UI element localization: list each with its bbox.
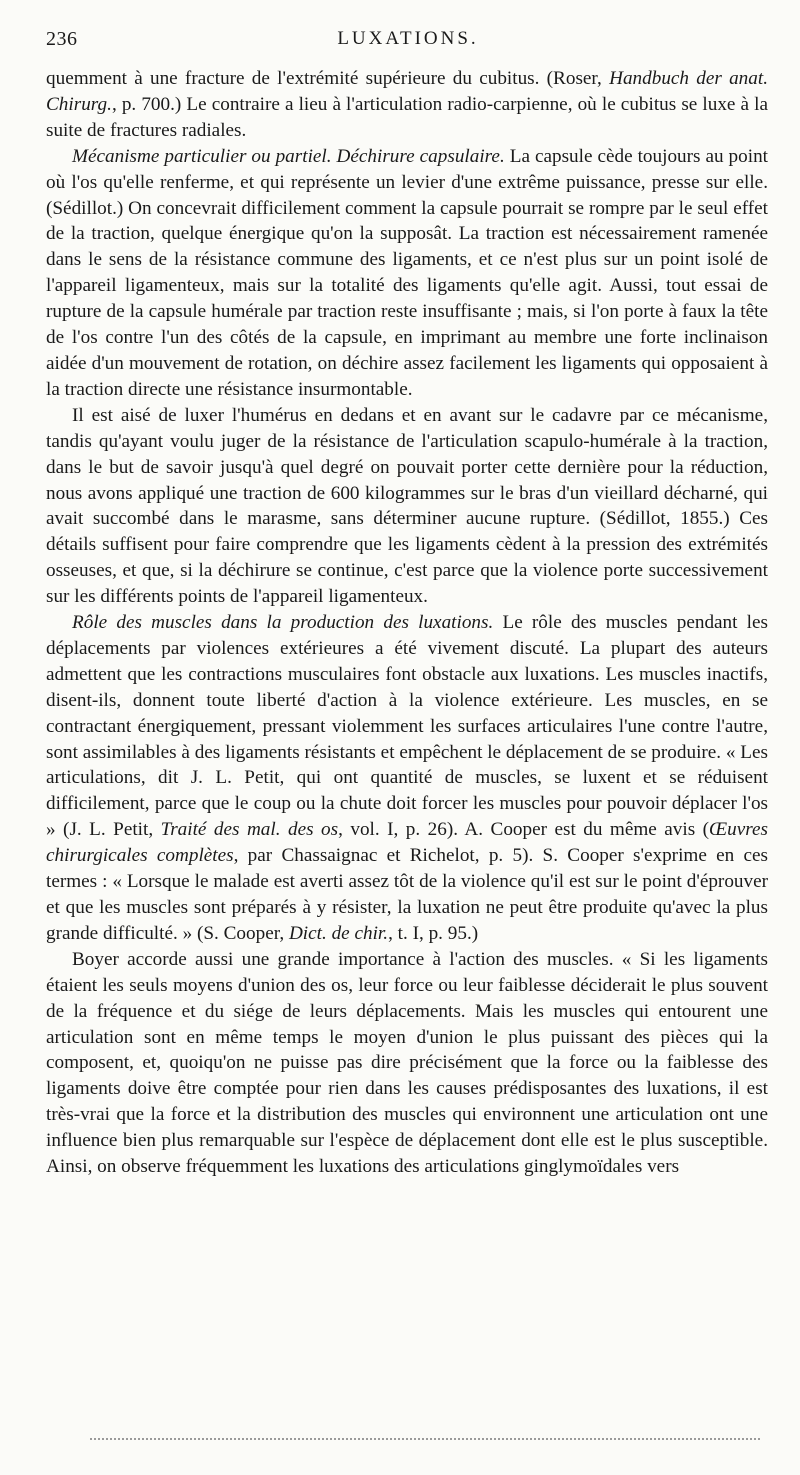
text-run: , par Chassaignac et Richelot, p. 5). S. Cooper s'exprime en ces termes : « Lorsque le malade est averti assez tôt de la violence qu'il est sur le point d'éprouver et que les muscles sont préparés à y résister, la luxation ne peut être produite qu'avec la plus grande difficulté. » (S. Cooper, (46, 845, 769, 944)
text-run: Le rôle des muscles pendant les déplacements par violences extérieures a été vivement discuté. La plupart des auteurs admettent que les contractions musculaires font obstacle aux luxations. Les muscles inactifs, disent-ils, donnent toute liberté d'action à la violence extérieure. Les muscles, en se contractant énergiquement, pressant violemment les surfaces articulaires l'une contre l'autre, sont assimilables à des ligaments résistants et empêchent le déplacement de se produire. « Les articulations, dit J. L. Petit, qui ont quantité de muscles, se luxent et se réduisent difficilement, parce que le coup ou la chute doit forcer les muscles pour pouvoir déplacer l'os » (J. L. Petit, (46, 612, 768, 841)
section-heading: Mécanisme particulier ou partiel. Déchirure capsulaire. (72, 145, 505, 167)
paragraph-boyer (46, 947, 768, 1180)
text-run: Boyer accorde aussi une grande importance à l'action des muscles. « Si les ligaments étaient les seuls moyens d'union des os, leur force ou leur faiblesse déciderait le plus souvent de la fréquence et du siége de leurs déplacements. Mais les muscles qui entourent une articulation sont en même temps le moyen d'union le plus puissant des pièces qui la composent, et, quoiqu'on ne puisse pas dire précisément que la force ou la faiblesse des ligaments doive être comptée pour rien dans les causes prédisposantes des luxations, il est très-vrai que la force et la distribution des muscles qui environnent une articulation ont une influence bien plus remarquable sur l'espèce de déplacement dont elle est le plus susceptible. Ainsi, on observe fréquemment les luxations des articulations ginglymoïdales vers (46, 948, 768, 1178)
page-number: 236 (46, 28, 78, 50)
citation-title: Dict. de chir. (288, 922, 389, 944)
page-header (46, 28, 770, 58)
citation-title: Traité des mal. des os (160, 819, 339, 841)
text-run: , vol. I, p. 26). A. Cooper est du même avis ( (338, 819, 710, 841)
text-run: , t. I, p. 95.) (388, 922, 479, 944)
paragraph-capsular-tear (46, 144, 768, 403)
text-run: quemment à une fracture de l'extrémité supérieure du cubitus. (Roser, (46, 68, 610, 89)
page-body (46, 66, 768, 1180)
citation-title: Handbuch der anat. Chirurg. (46, 68, 768, 115)
text-run: Il est aisé de luxer l'humérus en dedans et en avant sur le cadavre par ce mécanisme, tandis qu'ayant voulu juger de la résistance de l'articulation scapulo-humérale à la traction, dans le but de savoir jusqu'à quel degré on pouvait porter cette dernière pour la réduction, nous avons appliqué une traction de 600 kilogrammes sur le bras d'un vieillard décharné, qui avait succombé dans le marasme, sans déterminer aucune rupture. (Sédillot, 1855.) Ces détails suffisent pour faire comprendre que les ligaments cèdent à la pression des extrémités osseuses, et que, si la déchirure se continue, c'est parce que la violence porte successivement sur les différents points de l'appareil ligamenteux. (46, 404, 768, 608)
paragraph-continuation (46, 66, 768, 144)
section-heading: Rôle des muscles dans la production des luxations. (72, 612, 494, 634)
paragraph-muscle-role (46, 610, 768, 947)
citation-title: Œuvres chirurgicales complètes (46, 819, 768, 867)
text-run: La capsule cède toujours au point où l'os qu'elle renferme, et qui représente un levier d'une extrême puissance, presse sur elle. (Sédillot.) On concevrait difficilement comment la capsule pourrait se rompre par le seul effet de la traction, quelque énergique qu'on la supposât. La traction est nécessairement ramenée dans le sens de la résistance commune des ligaments, et ce n'est plus sur un point isolé de l'appareil ligamenteux, mais sur la totalité des ligaments qu'elle agit. Aussi, tout essai de rupture de la capsule humérale par traction reste insuffisante ; mais, si l'on porte à faux la tête de l'os contre l'un des côtés de la capsule, en imprimant au membre une forte inclinaison aidée d'un mouvement de rotation, on déchire assez facilement les ligaments qui opposaient à la traction directe une résistance insurmontable. (46, 145, 768, 400)
running-head: LUXATIONS. (337, 28, 479, 49)
paragraph-humerus-experiment (46, 403, 768, 610)
footer-dotted-rule (90, 1438, 760, 1440)
text-run: , p. 700.) Le contraire a lieu à l'articulation radio-carpienne, où le cubitus se luxe à la suite de fractures radiales. (46, 93, 768, 141)
